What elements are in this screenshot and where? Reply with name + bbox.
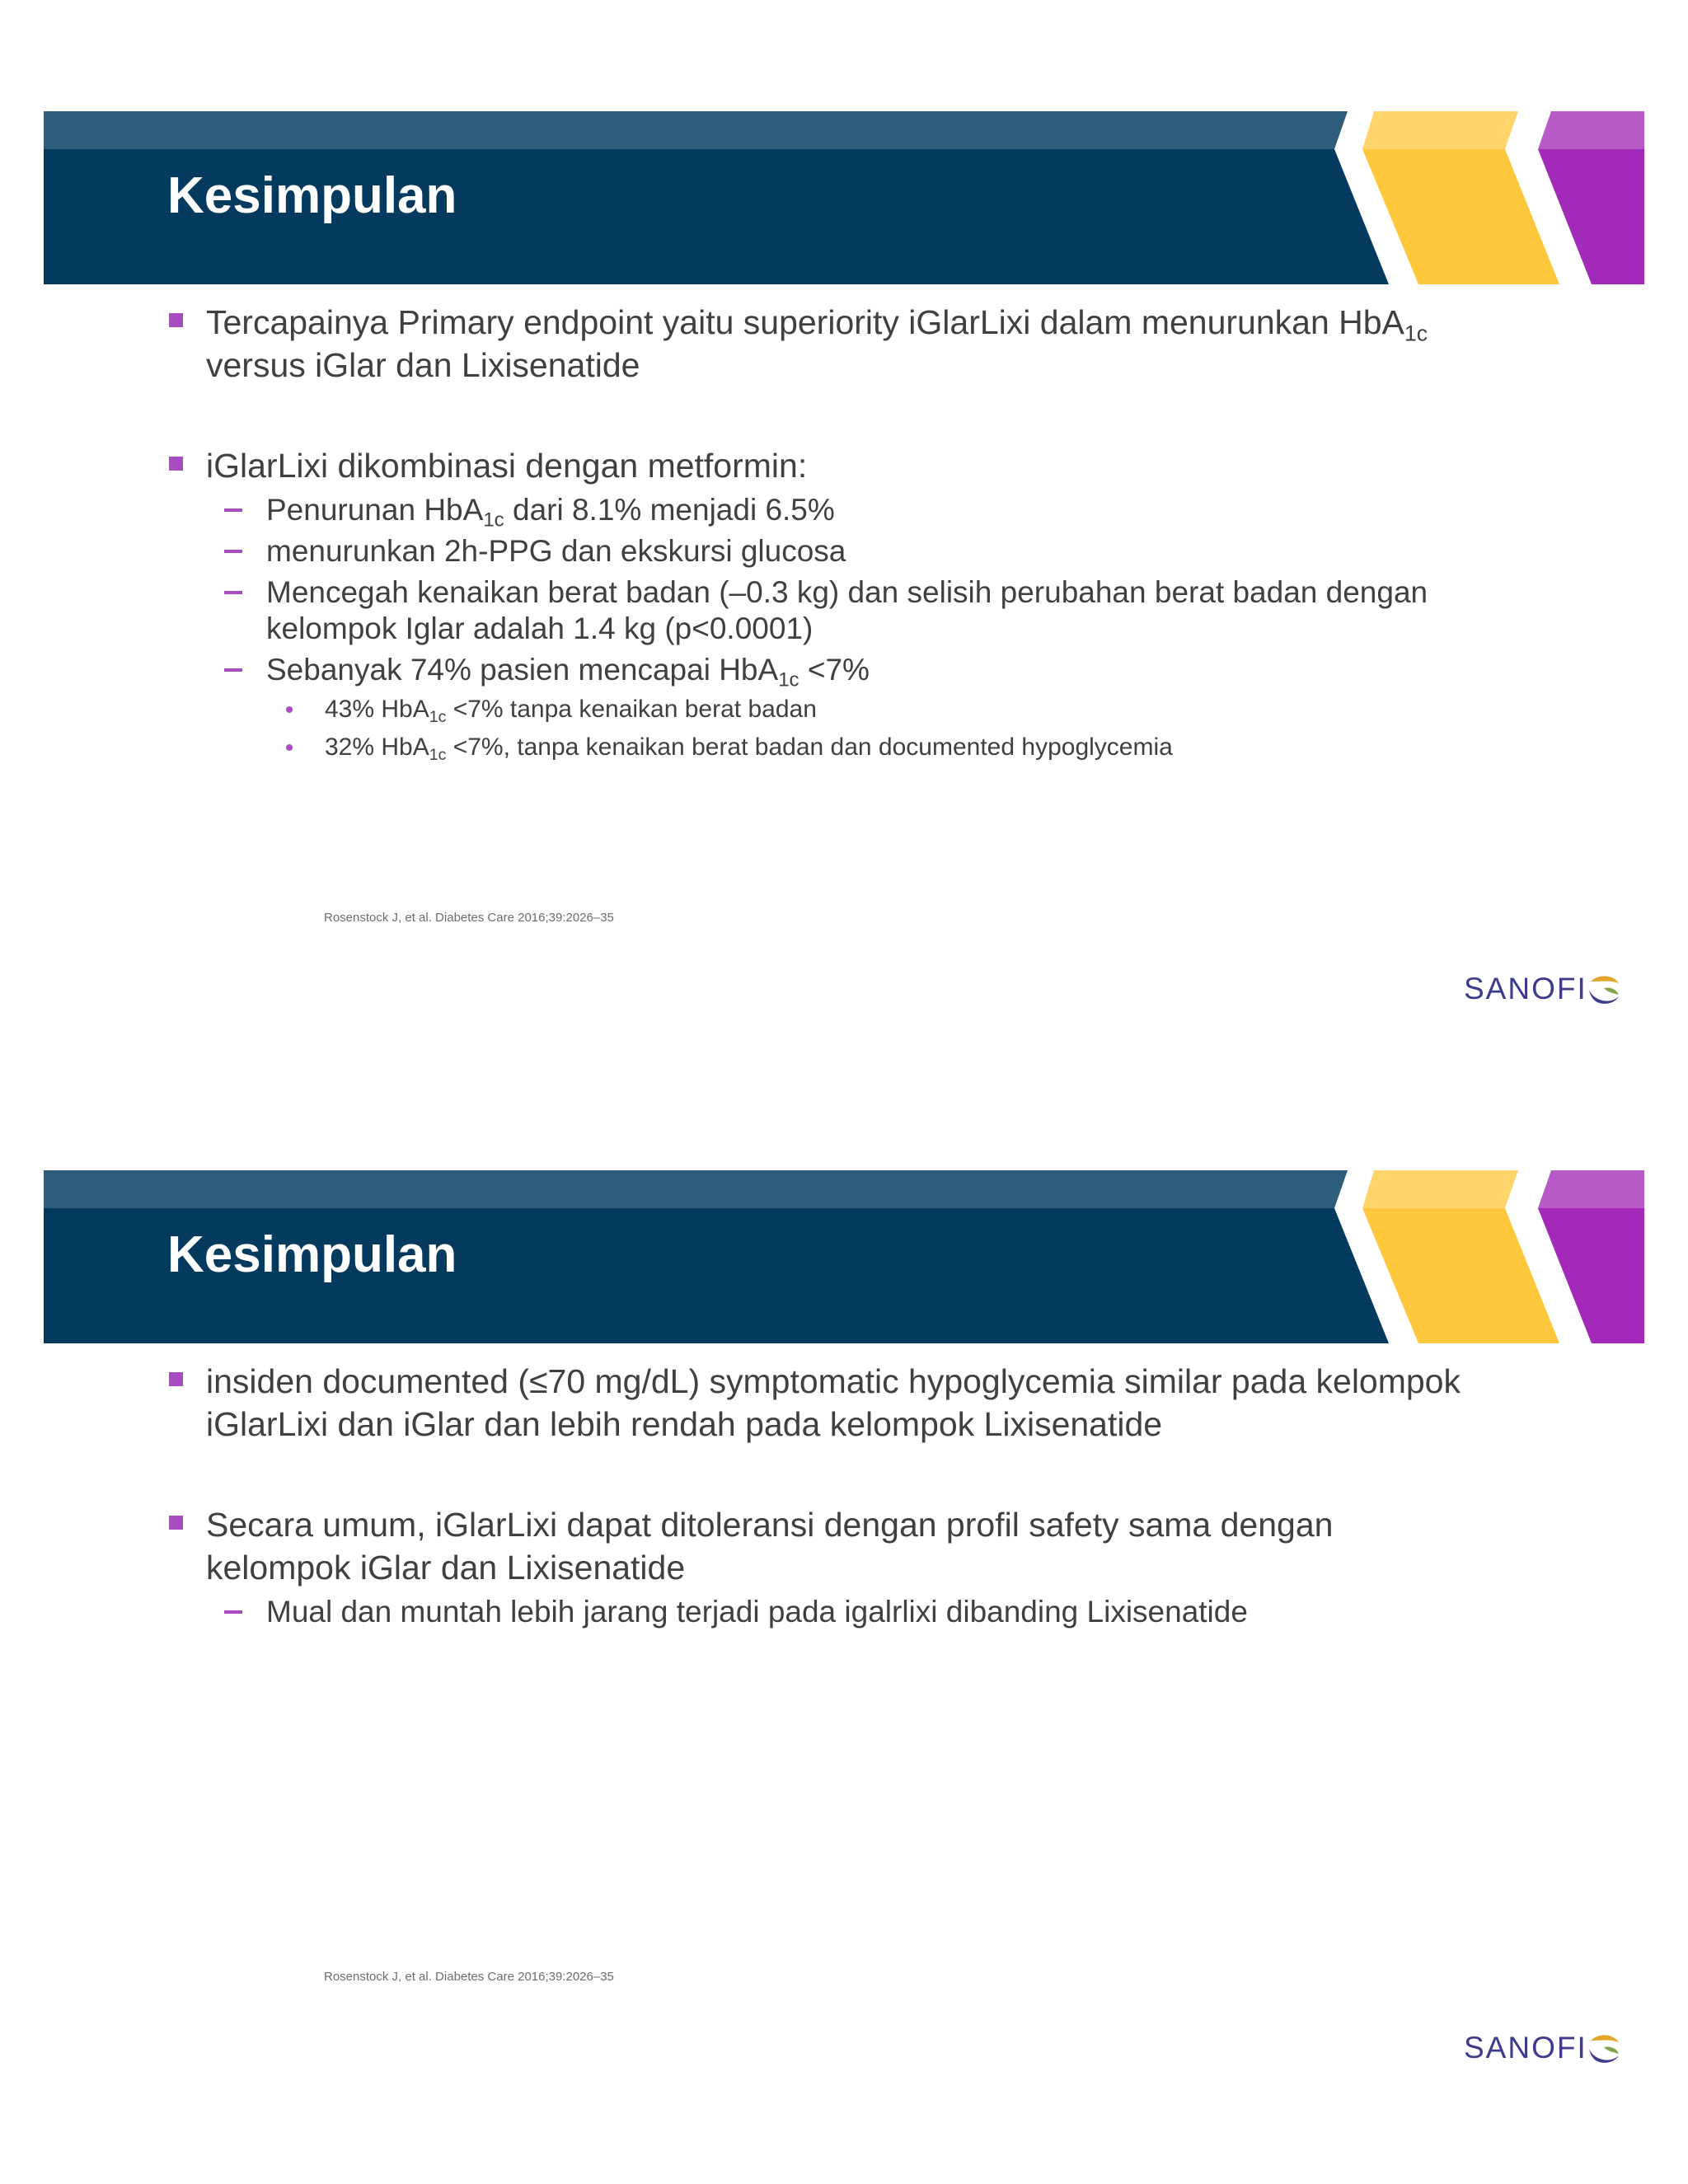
dash-bullet-icon xyxy=(224,591,242,594)
sub-sub-bullet-32-percent: 32% HbA$_{1c}$ <7%, tanpa kenaikan berat badan dan documented hypoglycemia xyxy=(165,731,1550,764)
title-banner xyxy=(44,1170,1644,1343)
dash-bullet-icon xyxy=(224,509,242,512)
sub-bullet-hba1c: Penurunan HbA$_{1c}$ dari 8.1% menjadi 6.5% xyxy=(165,492,1550,528)
sanofi-bird-icon xyxy=(1586,970,1624,1008)
square-bullet-icon xyxy=(169,1372,183,1386)
sub-sub-bullet-43-percent: 43% HbA$_{1c}$ <7% tanpa kenaikan berat badan xyxy=(165,693,1550,726)
slide-2 xyxy=(0,1059,1688,2114)
bullet-hypoglycemia: insiden documented (≤70 mg/dL) symptomatic hypoglycemia similar pada kelompok iGlarLixi dan iGlar dan lebih rendah pada kelompok Lixisenatide xyxy=(165,1360,1550,1446)
logo-text: SANOFI xyxy=(1464,2031,1587,2064)
slide-content xyxy=(165,301,1550,764)
sanofi-logo xyxy=(1464,968,1629,1010)
slide-1 xyxy=(0,0,1688,1055)
sub-bullet-74-percent: Sebanyak 74% pasien mencapai HbA$_{1c}$ <7% xyxy=(165,652,1550,688)
slide-title: Kesimpulan xyxy=(167,167,457,224)
dash-bullet-icon xyxy=(224,1610,242,1614)
square-bullet-icon xyxy=(169,313,183,327)
title-banner xyxy=(44,111,1644,284)
dot-bullet-icon xyxy=(286,706,293,713)
square-bullet-icon xyxy=(169,457,183,471)
slide-title: Kesimpulan xyxy=(167,1226,457,1283)
sub-bullet-ppg: menurunkan 2h-PPG dan ekskursi glucosa xyxy=(165,533,1550,569)
bullet-metformin: iGlarLixi dikombinasi dengan metformin: xyxy=(165,444,1550,487)
dash-bullet-icon xyxy=(224,668,242,672)
sanofi-logo xyxy=(1464,2027,1629,2069)
sanofi-bird-icon xyxy=(1586,2029,1624,2067)
citation: Rosenstock J, et al. Diabetes Care 2016;39:2026–35 xyxy=(324,1970,614,1984)
sub-bullet-weight: Mencegah kenaikan berat badan (–0.3 kg) dan selisih perubahan berat badan dengan kelompok Iglar adalah 1.4 kg (p<0.0001) xyxy=(165,574,1550,647)
sub-bullet-nausea: Mual dan muntah lebih jarang terjadi pada igalrlixi dibanding Lixisenatide xyxy=(165,1594,1550,1630)
logo-text: SANOFI xyxy=(1464,972,1587,1005)
dash-bullet-icon xyxy=(224,550,242,553)
dot-bullet-icon xyxy=(286,744,293,751)
citation: Rosenstock J, et al. Diabetes Care 2016;39:2026–35 xyxy=(324,911,614,925)
bullet-safety: Secara umum, iGlarLixi dapat ditoleransi dengan profil safety sama dengan kelompok iGlar dan Lixisenatide xyxy=(165,1503,1550,1589)
slide-content xyxy=(165,1360,1550,1630)
bullet-primary-endpoint: Tercapainya Primary endpoint yaitu superiority iGlarLixi dalam menurunkan HbA$_{1c}$ versus iGlar dan Lixisenatide xyxy=(165,301,1550,387)
square-bullet-icon xyxy=(169,1516,183,1530)
